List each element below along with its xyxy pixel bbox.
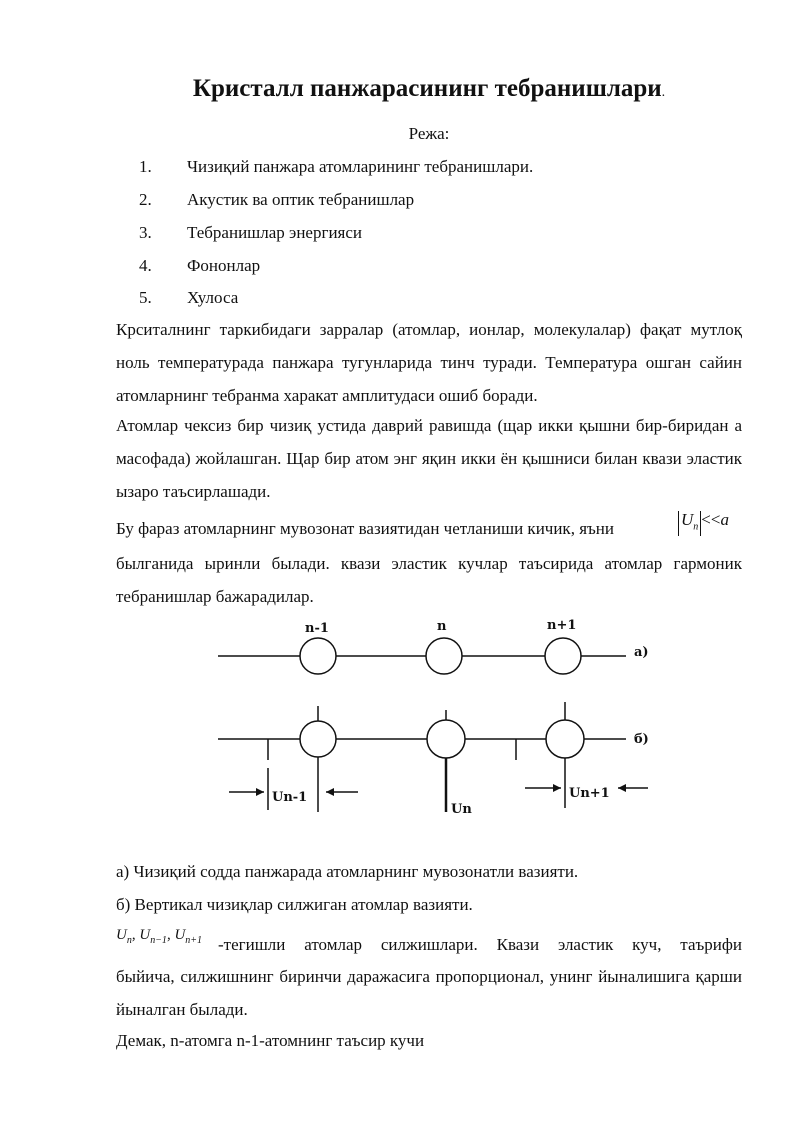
- paragraph-displacements-line: -тегишли атомлар силжишлари. Квази эластик куч, таърифи: [218, 935, 742, 954]
- plan-item-text: Чизиқий панжара атомларининг тебранишлари.: [187, 157, 534, 176]
- symbol-subscript: n−1: [150, 935, 167, 946]
- arrowhead: [618, 784, 626, 792]
- paragraph-atoms: Атомлар чексиз бир чизиқ устида даврий равишда (щар икки қышни бир-биридан а масофада) жойлашган. Щар бир атом энг яқин икки ён қышниси билан квази эластик ызаро таъсирлашади.: [116, 416, 742, 501]
- arrowhead: [256, 788, 264, 796]
- label-n-minus-1: n-1: [305, 621, 329, 636]
- plan-item-number: 5.: [139, 288, 152, 307]
- label-un-minus-1: Un-1: [272, 790, 308, 805]
- plan-heading: Режа:: [408, 124, 450, 143]
- label-n-plus-1: n+1: [547, 618, 577, 633]
- symbol-subscript: n+1: [185, 935, 203, 946]
- formula-a: a: [720, 510, 729, 529]
- plan-item-number: 4.: [139, 256, 152, 275]
- paragraph-intro: Крситалнинг таркибидаги зарралар (атомлар, ионлар, молекулалар) фақат мутлоқ ноль температурада панжара тугунларида тинч туради. Температура ошган сайин атомларнинг тебранма харакат амплитудаси ошиб боради.: [116, 320, 742, 405]
- plan-item-number: 2.: [139, 190, 152, 209]
- displacement-symbols: [116, 927, 202, 946]
- formula-relation: <<: [701, 510, 721, 529]
- plan-item-number: 3.: [139, 223, 152, 242]
- caption-a: а) Чизиқий содда панжарада атомларнинг мувозонатли вазияти.: [116, 862, 579, 881]
- symbol-u: U: [174, 927, 186, 943]
- arrowhead: [326, 788, 334, 796]
- symbol-subscript: n: [126, 935, 132, 946]
- plan-item-text: Хулоса: [187, 288, 239, 307]
- plan-item-text: Тебранишлар энергияси: [187, 223, 363, 242]
- symbol-separator: ,: [131, 927, 136, 943]
- caption-b: б) Вертикал чизиқлар силжиган атомлар вазияти.: [116, 895, 473, 914]
- atom-b-n: [427, 720, 465, 758]
- atom-a-n-minus-1: [300, 638, 336, 674]
- arrowhead: [553, 784, 561, 792]
- atom-b-n-minus-1: [300, 721, 336, 757]
- atom-b-n-plus-1: [546, 720, 584, 758]
- label-row-a: а): [634, 645, 649, 660]
- paragraph-assumption-rest: былганида ыринли былади. квази эластик кучлар таъсирида атомлар гармоник тебранишлар бажарадилар.: [116, 554, 742, 606]
- paragraph-displacements-rest: быйича, силжишнинг биринчи даражасига пропорционал, унинг йыналишига қарши йыналган былади.: [116, 967, 742, 1019]
- title-text: Кристалл панжарасининг тебранишлари: [192, 75, 662, 102]
- formula-u: U: [681, 510, 694, 529]
- plan-item-text: Акустик ва оптик тебранишлар: [187, 190, 415, 209]
- atom-a-n: [426, 638, 462, 674]
- label-un: Un: [451, 802, 472, 817]
- label-un-plus-1: Un+1: [569, 786, 610, 801]
- symbol-u: U: [116, 927, 127, 943]
- paragraph-force: Демак, n-атомга n-1-атомнинг таъсир кучи: [116, 1031, 425, 1050]
- plan-item-number: 1.: [139, 157, 152, 176]
- symbol-separator: ,: [166, 927, 171, 943]
- symbol-u: U: [139, 927, 151, 943]
- assumption-text: Бу фараз атомларнинг мувозонат вазиятидан четланиши кичик, яъни: [116, 519, 614, 538]
- title-suffix: .: [661, 85, 666, 100]
- label-row-b: б): [634, 732, 649, 747]
- atom-a-n-plus-1: [545, 638, 581, 674]
- label-n: n: [437, 619, 447, 634]
- formula-subscript: n: [693, 521, 699, 533]
- plan-item-text: Фононлар: [187, 256, 261, 275]
